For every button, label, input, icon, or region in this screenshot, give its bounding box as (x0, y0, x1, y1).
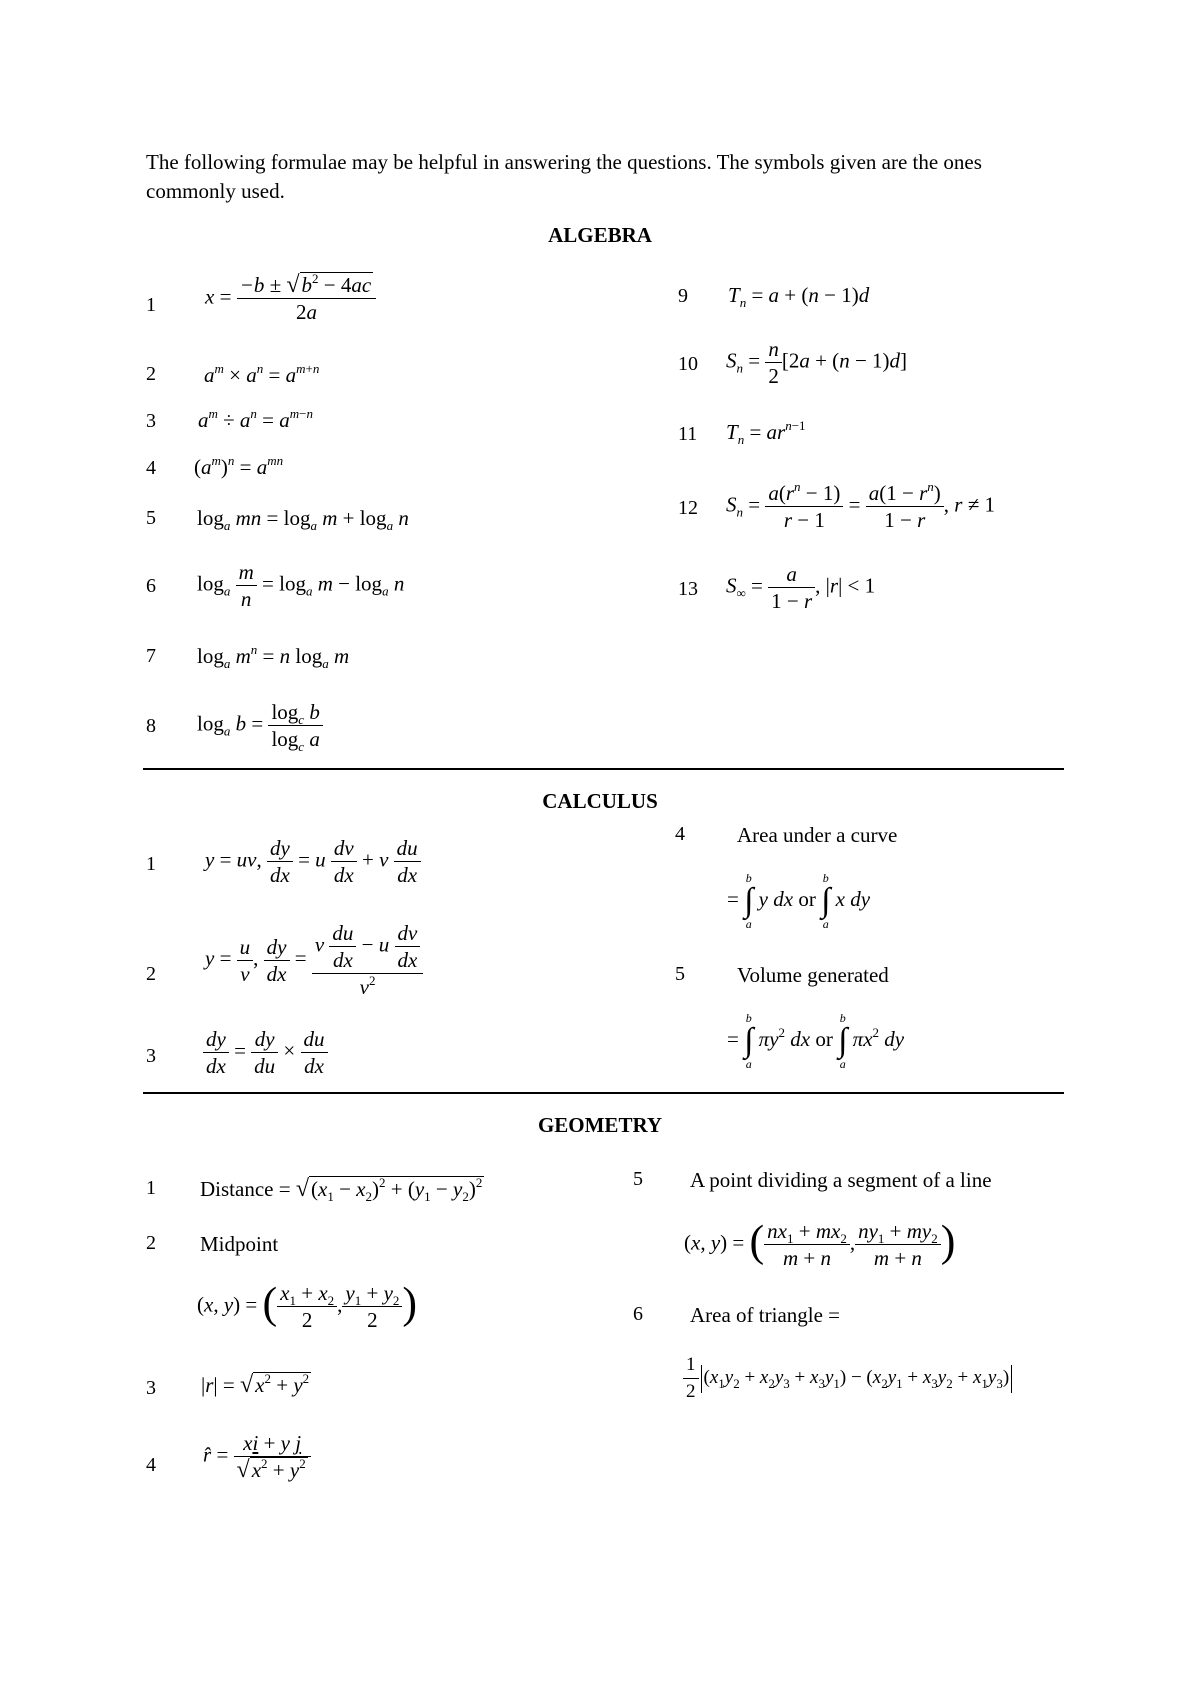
algebra-number-8: 8 (146, 715, 156, 737)
area-under-curve-label: Area under a curve (737, 823, 898, 847)
geometry-number-1: 1 (146, 1177, 156, 1199)
formula-power-quotient: $a^m \div a^n = a^{m-n}$ (198, 406, 313, 432)
distance-label: Distance (200, 1177, 274, 1201)
section-heading-geometry: GEOMETRY (537, 1113, 663, 1137)
divider-calculus (143, 1092, 1064, 1094)
section-heading-algebra: ALGEBRA (548, 223, 652, 247)
formula-section: (x, y) = ( $\frac{nx_1 + mx_2}{m + n}$ , $\frac{ny_1 + my_2}{m + n}$ ) (684, 1216, 956, 1270)
volume-generated-label: Volume generated (737, 963, 889, 987)
algebra-number-2: 2 (146, 363, 156, 385)
algebra-number-5: 5 (146, 507, 156, 529)
area-triangle-label: Area of triangle = (690, 1303, 841, 1327)
calculus-number-1: 1 (146, 853, 156, 875)
formula-volume-integral: = b ∫ a $\pi y^2$ dx or b ∫ a $\pi x^2$ dy (727, 1011, 905, 1071)
algebra-number-10: 10 (678, 353, 698, 375)
formula-chain-rule: $\frac{dy}{dx}$ = $\frac{dy}{du}$ × $\frac{du}{dx}$ (203, 1026, 328, 1079)
intro-text: The following formulae may be helpful in answering the questions. The symbols given are the ones commonly used. (146, 150, 982, 203)
formula-gp-sum: $S_n$ = $\frac{a(r^n - 1)}{r - 1}$ = $\frac{a(1 - r^n)}{1 - r}$ , r ≠ 1 (726, 479, 995, 532)
formula-change-of-base: $\log_a b$ = $\frac{\log_c b}{\log_c a}$ (197, 699, 323, 752)
formula-log-power: $\log_a m^n = n$ $\log_a m$ (197, 642, 350, 671)
algebra-number-1: 1 (146, 294, 156, 316)
formula-unit-vector: r̂ = $\frac{\text{xi + y j}}{√x^2 + y^2}$ (203, 1430, 311, 1483)
formula-distance: Distance = $√(x_1 - x_2)^2 + (y_1 - y_2)^2$ (200, 1175, 483, 1204)
formula-log-product: $\log_a$ mn = $\log_a m + \log_a n$ (197, 506, 409, 533)
geometry-number-4: 4 (146, 1454, 156, 1476)
algebra-number-9: 9 (678, 285, 688, 307)
point-dividing-label: A point dividing a segment of a line (690, 1168, 992, 1192)
algebra-number-7: 7 (146, 645, 156, 667)
calculus-number-2: 2 (146, 963, 156, 985)
formula-power-product: $a^m \times a^n = a^{m+n}$ (204, 361, 320, 387)
divider-algebra (143, 768, 1064, 770)
geometry-number-6: 6 (633, 1303, 643, 1325)
algebra-number-4: 4 (146, 457, 156, 479)
calculus-number-3: 3 (146, 1045, 156, 1067)
formula-quotient-rule: y = $\frac{u}{v}$ , $\frac{dy}{dx}$ = v $\frac{du}{dx}$ − u $\frac{dv}{dx}$ $v^2$ (205, 920, 423, 1000)
formula-power-power: $(a^m)^n = a^{mn}$ (194, 453, 284, 479)
formula-ap-term: $T_n = a + (n - 1)d$ (728, 283, 870, 310)
algebra-number-3: 3 (146, 410, 156, 432)
formula-gp-infinite-sum: $S_\infty$ = $\frac{a}{1 - r}$ , |r| < 1 (726, 562, 876, 613)
algebra-number-13: 13 (678, 578, 698, 600)
formula-midpoint: (x, y) = ( $\frac{x_1 + x_2}{2}$ , $\frac{y_1 + y_2}{2}$ ) (197, 1278, 418, 1332)
algebra-number-11: 11 (678, 423, 698, 445)
section-heading-calculus: CALCULUS (542, 789, 658, 813)
formula-quadratic: x = $\frac{-b \pm √b^2 - 4ac}{2a}$ (205, 272, 376, 325)
formula-magnitude: $|r| = √x^2 + y^2$ (201, 1371, 310, 1398)
geometry-number-2: 2 (146, 1232, 156, 1254)
formula-product-rule: y = uv, $\frac{dy}{dx}$ = u $\frac{dv}{dx}$ + v $\frac{du}{dx}$ (205, 835, 421, 888)
calculus-number-4: 4 (675, 823, 685, 845)
formula-area-integral: = b ∫ a y dx or b ∫ a x dy (727, 871, 871, 931)
algebra-number-12: 12 (678, 497, 698, 519)
or-label: or (798, 886, 816, 911)
geometry-number-3: 3 (146, 1377, 156, 1399)
calculus-number-5: 5 (675, 963, 685, 985)
or-label-2: or (815, 1026, 833, 1051)
algebra-number-6: 6 (146, 575, 156, 597)
formula-log-quotient: $\log_a$ $\frac{m}{n}$ = $\log_a m - \log_a n$ (197, 560, 405, 611)
formula-triangle-area: $\frac{1}{2}$ $(x_1y_2 + x_2y_3 + x_3y_1) - (x_2y_1 + x_3y_2 + x_1y_3)$ (683, 1352, 1014, 1405)
formula-gp-term: $T_n = ar^{n-1}$ (726, 418, 806, 447)
formula-ap-sum: $S_n$ = $\frac{n}{2}$ [2a + (n − 1)d] (726, 337, 908, 388)
midpoint-label: Midpoint (200, 1232, 279, 1256)
geometry-number-5: 5 (633, 1168, 643, 1190)
